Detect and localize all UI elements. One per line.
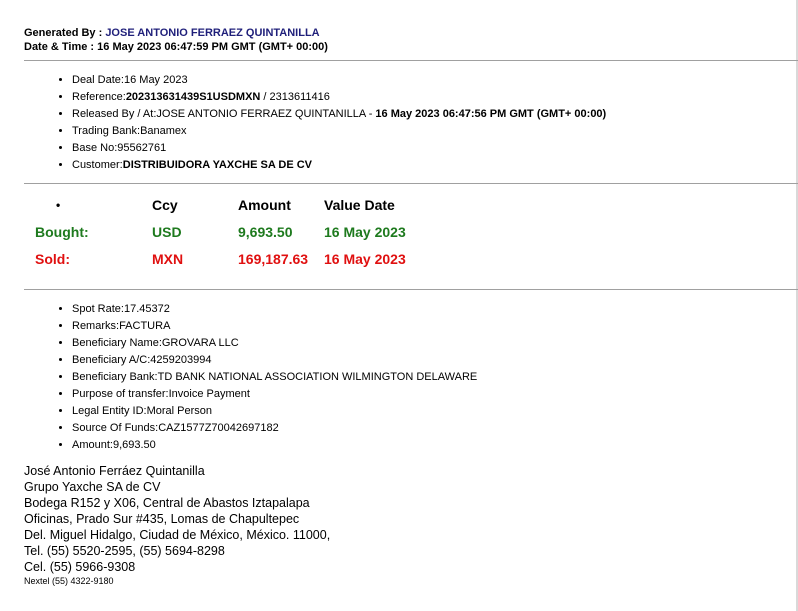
signature-name: José Antonio Ferráez Quintanilla: [24, 464, 205, 478]
list-item-reference: • Reference:202313631439S1USDMXN / 2313611416: [72, 89, 606, 106]
transfer-details-list: [24, 301, 477, 454]
list-item-beneficiary-bank: • Beneficiary Bank:TD BANK NATIONAL ASSOCIATION WILMINGTON DELAWARE: [72, 369, 477, 386]
fx-bought-value-date: 16 May 2023: [324, 223, 406, 240]
fx-bought-ccy: USD: [152, 223, 182, 240]
divider-bottom: [24, 289, 798, 290]
fx-bought-amount: 9,693.50: [238, 223, 293, 240]
list-item-legal-entity: • Legal Entity ID:Moral Person: [72, 403, 477, 420]
list-item-deal-date: • Deal Date:16 May 2023: [72, 72, 606, 89]
signature-nextel: Nextel (55) 4322-9180: [24, 576, 114, 586]
fx-sold-ccy: MXN: [152, 250, 184, 267]
datetime-label: Date & Time :: [24, 41, 98, 53]
fx-bullet: •: [56, 197, 61, 212]
divider-top: [24, 60, 798, 61]
fx-header-ccy: Ccy: [152, 196, 178, 213]
generated-by-name: JOSE ANTONIO FERRAEZ QUINTANILLA: [105, 27, 320, 39]
fx-header-value-date: Value Date: [324, 196, 395, 213]
datetime-line: [24, 40, 328, 54]
fx-table: [24, 191, 434, 272]
list-item-beneficiary-name: • Beneficiary Name:GROVARA LLC: [72, 335, 477, 352]
fx-sold-value-date: 16 May 2023: [324, 250, 406, 267]
deal-info-list: [24, 72, 606, 174]
generated-by-label: Generated By :: [24, 27, 106, 39]
list-item-spot-rate: • Spot Rate:17.45372: [72, 301, 477, 318]
fx-header-amount: Amount: [238, 196, 291, 213]
list-item-trading-bank: • Trading Bank:Banamex: [72, 123, 606, 140]
signature-address-3: Del. Miguel Hidalgo, Ciudad de México, México. 11000,: [24, 528, 331, 542]
signature-cell: Cel. (55) 5966-9308: [24, 560, 136, 574]
list-item-base-no: • Base No:95562761: [72, 140, 606, 157]
signature-company: Grupo Yaxche SA de CV: [24, 480, 161, 494]
signature-address-2: Oficinas, Prado Sur #435, Lomas de Chapultepec: [24, 512, 300, 526]
divider-middle: [24, 183, 798, 184]
signature-address-1: Bodega R152 y X06, Central de Abastos Iztapalapa: [24, 496, 310, 510]
email-signature: [24, 463, 330, 587]
signature-phone: Tel. (55) 5520-2595, (55) 5694-8298: [24, 544, 225, 558]
list-item-purpose: • Purpose of transfer:Invoice Payment: [72, 386, 477, 403]
list-item-source-of-funds: • Source Of Funds:CAZ1577Z70042697182: [72, 420, 477, 437]
list-item-customer: • Customer:DISTRIBUIDORA YAXCHE SA DE CV: [72, 157, 606, 174]
list-item-beneficiary-ac: • Beneficiary A/C:4259203994: [72, 352, 477, 369]
fx-bought-row: [24, 218, 434, 245]
list-item-released-by: • Released By / At:JOSE ANTONIO FERRAEZ QUINTANILLA - 16 May 2023 06:47:56 PM GMT (GMT+ 00:00): [72, 106, 606, 123]
generated-header: [24, 26, 328, 54]
list-item-remarks: • Remarks:FACTURA: [72, 318, 477, 335]
fx-header-row: [24, 191, 434, 218]
list-item-amount: • Amount:9,693.50: [72, 437, 477, 454]
fx-sold-row: [24, 245, 434, 272]
datetime-value: 16 May 2023 06:47:59 PM GMT (GMT+ 00:00): [97, 41, 328, 53]
fx-sold-amount: 169,187.63: [238, 250, 309, 267]
fx-bought-label: Bought:: [35, 223, 89, 240]
fx-sold-label: Sold:: [35, 250, 70, 267]
generated-by-line: [24, 26, 328, 40]
